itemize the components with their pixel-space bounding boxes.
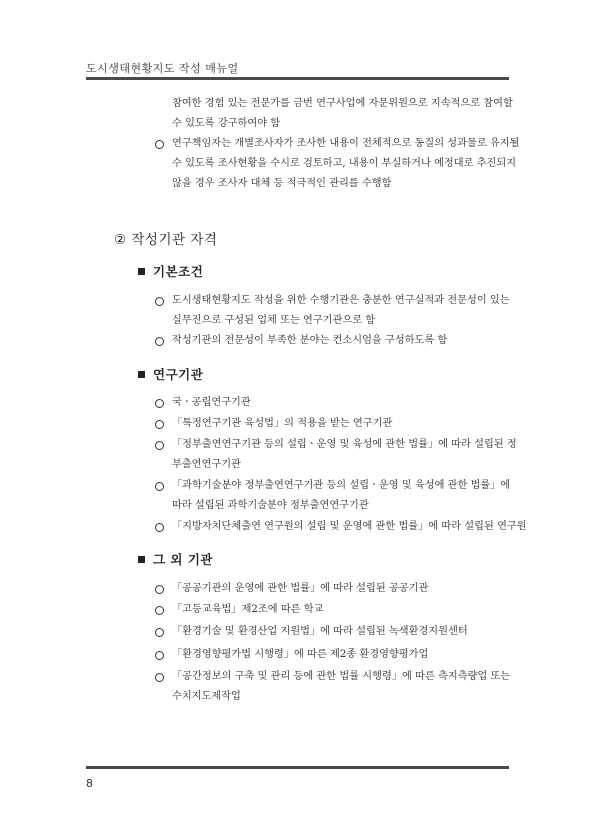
bullet-text-line: 수 있도록 조사현황을 수시로 검토하고, 내용이 부실하거나 예정대로 추진되지 (172, 158, 517, 169)
bullet-text-line: 않을 경우 조사자 대체 등 적극적인 관리를 수행함 (172, 178, 392, 189)
circle-bullet-icon (155, 337, 164, 346)
circle-bullet-icon (155, 420, 164, 429)
bullet-text-line: 연구책임자는 개별조사자가 조사한 내용이 전체적으로 동질의 성과물로 유지될 (172, 138, 520, 149)
footer-rule (86, 766, 509, 769)
bullet-text-line: 실무진으로 구성된 업체 또는 연구기관으로 함 (172, 315, 376, 326)
bullet-text-line: 수치지도제작업 (172, 691, 241, 702)
circle-bullet-icon (155, 297, 164, 306)
page-number: 8 (86, 777, 93, 790)
circle-bullet-icon (155, 482, 164, 491)
bullet-text-line: 「지방자치단체출연 연구원의 설립 및 운영에 관한 법률」에 따라 설립된 연구원 (172, 521, 527, 532)
circle-bullet-icon (155, 585, 164, 594)
circle-bullet-icon (155, 651, 164, 660)
circle-bullet-icon (155, 673, 164, 682)
circle-bullet-icon (155, 523, 164, 532)
continuation-line: 참여한 경험 있는 전문가를 금번 연구사업에 자문위원으로 지속적으로 참여할 (172, 98, 513, 109)
bullet-text-line: 「공간정보의 구축 및 관리 등에 관한 법률 시행령」에 따른 측지측량업 또는 (172, 671, 511, 682)
subheading-basic-conditions: 기본조건 (153, 264, 204, 279)
circle-bullet-icon (155, 606, 164, 615)
section-heading: ② 작성기관 자격 (114, 232, 218, 248)
subheading-other-institutions: 그 외 기관 (153, 552, 214, 567)
circle-bullet-icon (155, 140, 164, 149)
bullet-text-line: 「환경기술 및 환경산업 지원법」에 따라 설립된 녹색환경지원센터 (172, 626, 468, 637)
square-bullet-icon (138, 268, 145, 275)
subheading-research-institutes: 연구기관 (153, 367, 204, 382)
bullet-text-line: 따라 설립된 과학기술분야 정부출연연구기관 (172, 500, 369, 511)
bullet-text-line: 「특정연구기관 육성법」의 적용을 받는 연구기관 (172, 418, 393, 429)
circle-bullet-icon (155, 628, 164, 637)
square-bullet-icon (138, 556, 145, 563)
bullet-text-line: 국ㆍ공립연구기관 (172, 397, 251, 408)
bullet-text-line: 「환경영향평가법 시행령」에 따른 제2종 환경영향평가업 (172, 649, 429, 660)
bullet-text-line: 「정부출연연구기관 등의 설립ㆍ운영 및 육성에 관한 법률」에 따라 설립된 정 (172, 439, 517, 450)
continuation-line: 수 있도록 강구하여야 함 (172, 118, 281, 129)
bullet-text-line: 「고등교육법」제2조에 따른 학교 (172, 604, 324, 615)
circle-bullet-icon (155, 399, 164, 408)
bullet-text-line: 작성기관의 전문성이 부족한 분야는 컨소시엄을 구성하도록 함 (172, 335, 448, 346)
square-bullet-icon (138, 371, 145, 378)
bullet-text-line: 「과학기술분야 정부출연연구기관 등의 설립ㆍ운영 및 육성에 관한 법률」에 (172, 480, 511, 491)
bullet-text-line: 도시생태현황지도 작성을 위한 수행기관은 충분한 연구실적과 전문성이 있는 (172, 295, 510, 306)
running-header-title: 도시생태현황지도 작성 매뉴얼 (86, 62, 239, 75)
circle-bullet-icon (155, 441, 164, 450)
bullet-text-line: 부출연연구기관 (172, 459, 241, 470)
bullet-text-line: 「공공기관의 운영에 관한 법률」에 따라 설립된 공공기관 (172, 583, 429, 594)
header-rule (86, 77, 509, 80)
